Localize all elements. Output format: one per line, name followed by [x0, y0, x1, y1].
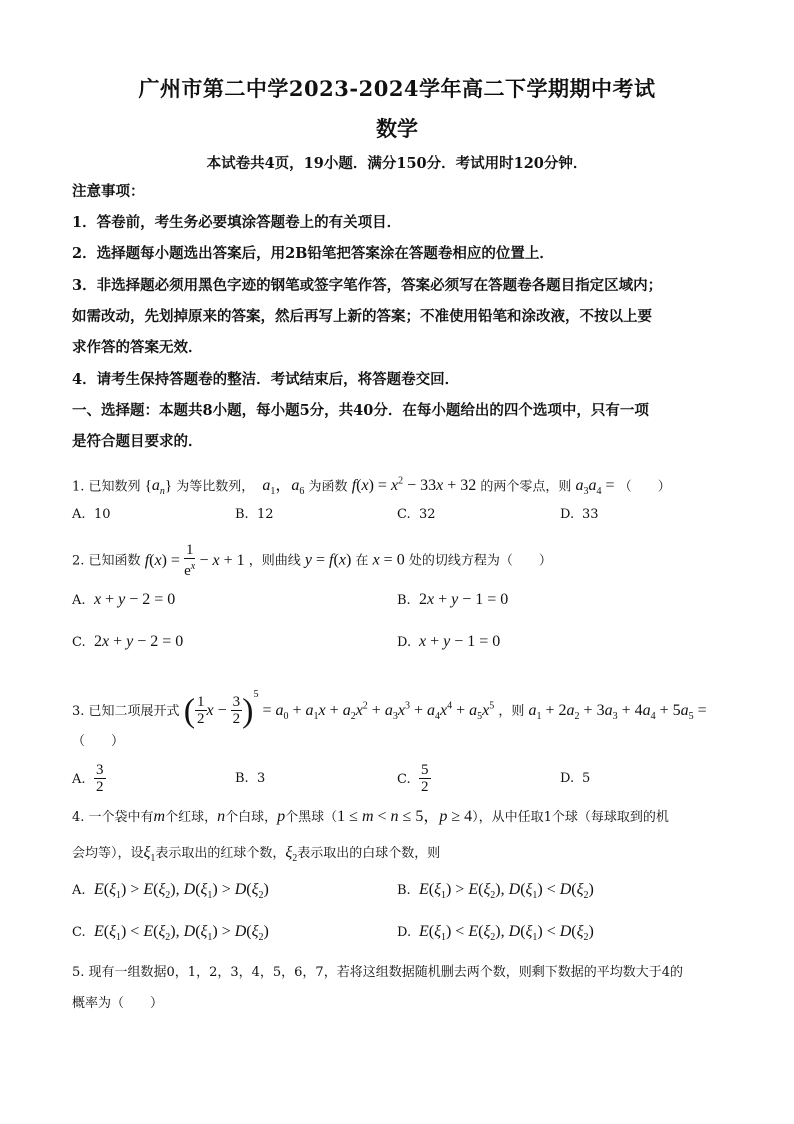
note-3-line-2: 如需改动，先划掉原来的答案，然后再写上新的答案；不准使用铅笔和涂改液，不按以上要 — [72, 308, 652, 325]
question-5-line-2: 概率为（ ） — [72, 996, 164, 1011]
note-3-line-1: 3．非选择题必须用黑色字迹的钢笔或签字笔作答，答案必须写在答题卷各题目指定区域内； — [72, 277, 663, 294]
question-4-line-1: 4. 一个袋中有m个红球，n个白球，p个黑球（1 ≤ m < n ≤ 5，p ≥ 4），从中任取1个球（每球取到的机 — [72, 808, 669, 825]
note-3-line-3: 求作答的答案无效． — [72, 339, 203, 356]
q2-function: f(x) = $\frac{1}{e^x}$ − x + 1 — [144, 542, 245, 579]
q2-text-2: ，则曲线 — [248, 553, 301, 569]
notes-heading: 注意事项： — [72, 183, 145, 200]
q4-text-4: 个黑球（ — [285, 810, 338, 825]
q4-option-c[interactable]: C. $E(\xi_1) < E(\xi_2)$, $D(\xi_1) > D(\xi_2)$ — [72, 923, 269, 944]
q4-text-7: 表示取出的红球个数， — [155, 846, 286, 861]
q2-curve: y = f(x) — [304, 551, 352, 569]
question-2 — [72, 543, 732, 579]
q1-function: $f(x) = x^2 - 33x + 32$ — [351, 476, 477, 495]
q1-a3a4: $a_3a_4$ = — [575, 477, 615, 498]
q4-text-6: 会均等），设 — [72, 846, 144, 861]
q4-text-1: 4. 一个袋中有 — [72, 810, 154, 825]
q1-text-1: 1. 已知数列 — [72, 479, 141, 495]
q1-seq: $\{a_n\}$ — [144, 477, 173, 498]
q4-text-5: ），从中任取1个球（每球取到的机 — [472, 810, 669, 825]
q4-option-b[interactable]: B. $E(\xi_1) > E(\xi_2)$, $D(\xi_1) < D(\xi_2)$ — [397, 881, 594, 902]
exam-info: 本试卷共4页，19小题．满分150分．考试用时120分钟． — [206, 155, 588, 172]
exam-title: 广州市第二中学2023-2024学年高二下学期期中考试 — [138, 76, 656, 101]
q1-option-c[interactable]: C. 32 — [397, 507, 436, 522]
q3-text-1: 3. 已知二项展开式 — [72, 704, 180, 719]
q1-text-3: 为函数 — [308, 479, 348, 495]
q3-sum: $a_1 + 2a_2 + 3a_3 + 4a_4 + 5a_5$ = — [528, 702, 707, 723]
q4-option-d[interactable]: D. $E(\xi_1) < E(\xi_2)$, $D(\xi_1) < D(\xi_2)$ — [397, 923, 594, 944]
q4-condition: 1 ≤ m < n ≤ 5，p ≥ 4 — [337, 808, 473, 825]
q1-text-5: （ ） — [618, 479, 671, 495]
q2-option-a[interactable]: A. x + y − 2 = 0 — [72, 591, 176, 608]
q3-text-2: ，则 — [498, 704, 525, 719]
q4-text-2: 个红球， — [165, 810, 218, 825]
q4-text-3: 个白球， — [225, 810, 278, 825]
q3-option-a[interactable]: A. $\frac{3}{2}$ — [72, 762, 104, 795]
q1-option-d[interactable]: D. 33 — [560, 507, 599, 522]
q4-text-8: 表示取出的白球个数，则 — [297, 846, 441, 861]
q3-option-b[interactable]: B. 3 — [235, 771, 266, 786]
q3-paren: （ ） — [72, 734, 125, 749]
q1-option-a[interactable]: A. 10 — [72, 507, 111, 522]
q3-binomial: ( $\frac{1}{2}$ x − $\frac{3}{2}$ )$^5 = a_0 + a_1x + a_2x^2 + a_3x^3 + a_4x^4 + a_5x^5$ — [183, 689, 495, 730]
note-4: 4．请考生保持答题卷的整洁．考试结束后，将答题卷交回． — [72, 371, 460, 388]
q2-point: x = 0 — [372, 551, 405, 569]
q1-a1-a6: $a_1$，$a_6$ — [262, 477, 305, 498]
q3-option-d[interactable]: D. 5 — [560, 771, 591, 786]
section-1-line-2: 是符合题目要求的． — [72, 433, 203, 450]
q2-text-3: 在 — [355, 553, 369, 569]
q2-option-c[interactable]: C. 2x + y − 2 = 0 — [72, 633, 184, 650]
q4-option-a[interactable]: A. $E(\xi_1) > E(\xi_2)$, $D(\xi_1) > D(\xi_2)$ — [72, 881, 269, 902]
exam-subject: 数学 — [376, 116, 418, 141]
question-5-line-1: 5. 现有一组数据0，1，2，3，4，5，6，7，若将这组数据随机删去两个数，则剩下数据的平均数大于4的 — [72, 965, 683, 980]
note-1: 1．答卷前，考生务必要填涂答题卷上的有关项目． — [72, 214, 402, 231]
q1-text-2: 为等比数列， — [176, 479, 255, 495]
q1-text-4: 的两个零点，则 — [480, 479, 572, 495]
section-1-line-1: 一、选择题：本题共8小题，每小题5分，共40分．在每小题给出的四个选项中，只有一项 — [72, 402, 649, 419]
q3-option-c[interactable]: C. $\frac{5}{2}$ — [397, 762, 429, 795]
question-4-line-2: 会均等），设$\xi_1$表示取出的红球个数，$\xi_2$表示取出的白球个数，则 — [72, 844, 441, 865]
q2-text-1: 2. 已知函数 — [72, 553, 141, 569]
q2-option-d[interactable]: D. x + y − 1 = 0 — [397, 633, 501, 650]
question-1 — [72, 472, 732, 503]
note-2: 2．选择题每小题选出答案后，用2B铅笔把答案涂在答题卷相应的位置上． — [72, 245, 554, 262]
q2-option-b[interactable]: B. 2x + y − 1 = 0 — [397, 591, 509, 608]
q2-text-4: 处的切线方程为（ ） — [408, 553, 552, 569]
q1-option-b[interactable]: B. 12 — [235, 507, 274, 522]
